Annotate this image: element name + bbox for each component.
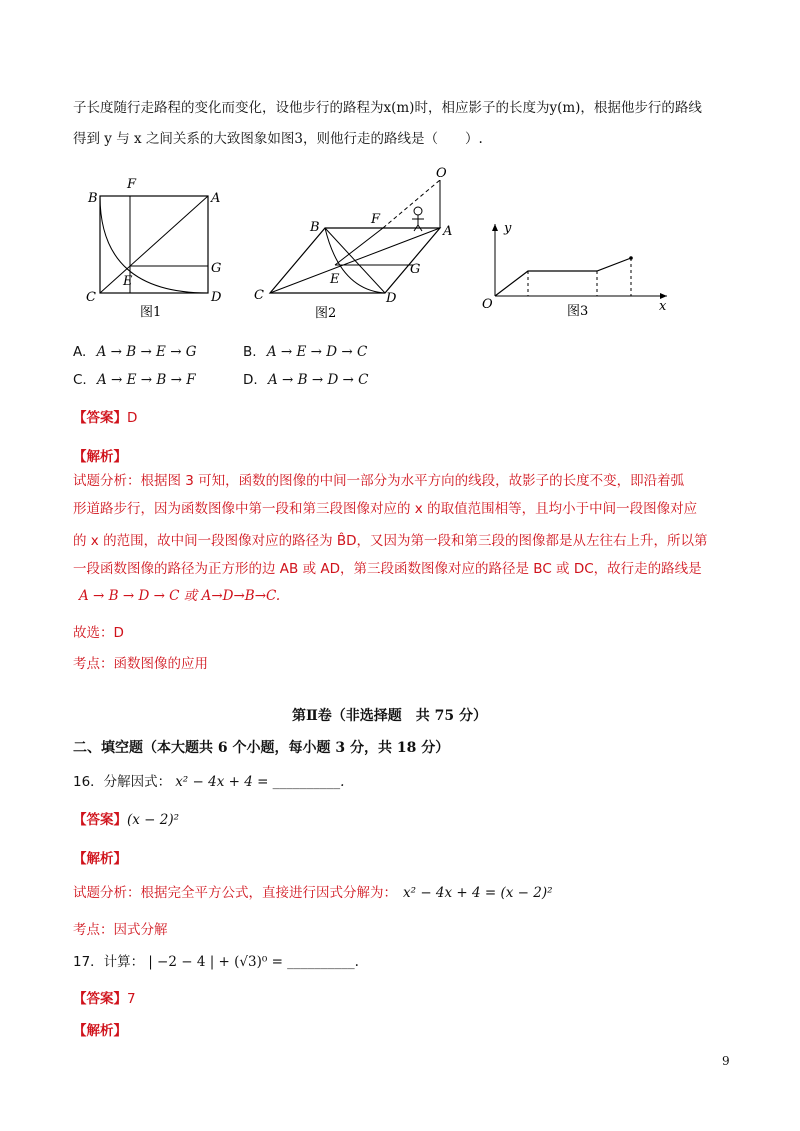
fig2-label-C: C xyxy=(254,288,264,303)
question-16 xyxy=(73,770,344,790)
fig1-label-F: F xyxy=(127,177,137,192)
fig2-caption: 图2 xyxy=(315,306,337,321)
fig3-label-O: O xyxy=(482,297,493,312)
fig1-label-D: D xyxy=(211,290,222,305)
fig3-label-x: x xyxy=(659,299,667,314)
fig1-label-C: C xyxy=(86,290,96,305)
q16-answer: (x − 2)² xyxy=(127,812,180,828)
figure-1 xyxy=(80,170,240,320)
option-c-path: A → E → B → F xyxy=(97,372,196,388)
section-title: 第Ⅱ卷（非选择题 共 75 分） xyxy=(292,708,488,724)
option-b-letter: B. xyxy=(243,344,257,360)
option-a-path: A → B → E → G xyxy=(96,344,197,360)
fig1-label-B: B xyxy=(88,191,98,206)
fig2-label-B: B xyxy=(310,220,320,235)
q16-expr: x² − 4x + 4 = __________. xyxy=(175,774,345,790)
analysis-15-line2: 形道路步行，因为函数图像中第一段和第三段图像对应的 x 的取值范围相等，且均小于中间一段图像对应 xyxy=(73,501,698,517)
q17-answer: 7 xyxy=(127,991,136,1007)
q17-answer-tag: 【答案】 xyxy=(73,991,127,1007)
q16-analysis-text: 试题分析：根据完全平方公式，直接进行因式分解为： xyxy=(73,885,397,901)
option-a-letter: A. xyxy=(73,344,87,360)
kaodian-15: 考点：函数图像的应用 xyxy=(73,656,208,672)
fig2-label-F: F xyxy=(371,212,381,227)
kaodian-16: 考点：因式分解 xyxy=(73,922,168,938)
q16-analysis-expr: x² − 4x + 4 = (x − 2)² xyxy=(403,885,553,901)
fig1-caption: 图1 xyxy=(140,305,162,320)
fig1-label-A: A xyxy=(211,191,221,206)
analysis-15-line4: 一段函数图像的路径为正方形的边 AB 或 AD，第三段函数图像对应的路径是 BC 或 DC，故行走的路线是 xyxy=(73,561,702,577)
fig2-label-D: D xyxy=(386,291,397,306)
option-b xyxy=(243,344,367,360)
section-subtitle: 二、填空题（本大题共 6 个小题，每小题 3 分，共 18 分） xyxy=(73,740,450,756)
q17-analysis-tag: 【解析】 xyxy=(73,1023,127,1039)
q16-answer-tag: 【答案】 xyxy=(73,812,127,828)
analysis-tag-15: 【解析】 xyxy=(73,449,127,465)
question-17 xyxy=(73,950,359,970)
fig3-label-y: y xyxy=(504,221,512,236)
answer-tag: 【答案】 xyxy=(73,410,127,426)
fig2-label-G: G xyxy=(410,262,421,277)
q17-prefix: 17．计算： xyxy=(73,954,145,970)
fig3-caption: 图3 xyxy=(567,304,589,318)
figure-3 xyxy=(475,218,675,318)
option-b-path: A → E → D → C xyxy=(266,344,368,360)
page-number: 9 xyxy=(722,1054,730,1068)
fig1-label-G: G xyxy=(211,261,222,276)
analysis-15-line1: 试题分析：根据图 3 可知，函数的图像的中间一部分为水平方向的线段，故影子的长度不变，即沿着弧 xyxy=(73,473,685,489)
fig1-label-E: E xyxy=(123,274,133,289)
question-text-line1: 子长度随行走路程的变化而变化，设他步行的路程为x(m)时，相应影子的长度为y(m)，根据他步行的路线 xyxy=(73,100,702,116)
option-d xyxy=(243,372,369,388)
answer-17 xyxy=(73,987,136,1007)
answer-15 xyxy=(73,406,137,426)
answer-value: D xyxy=(127,410,138,426)
option-c xyxy=(73,372,196,388)
option-c-letter: C. xyxy=(73,372,87,388)
q16-analysis xyxy=(73,881,553,901)
answer-16 xyxy=(73,808,179,828)
analysis-15-line5: A → B → D → C 或 A→D→B→C. xyxy=(79,588,281,604)
q16-prefix: 16．分解因式： xyxy=(73,774,172,790)
question-text-line2: 得到 y 与 x 之间关系的大致图象如图3，则他行走的路线是（ ）. xyxy=(73,131,483,147)
fig2-label-O: O xyxy=(436,166,447,181)
figure-2 xyxy=(250,165,460,325)
option-a xyxy=(73,344,197,360)
analysis-15-conclusion: 故选：D xyxy=(73,625,124,641)
analysis-15-line3: 的 x 的范围，故中间一段图像对应的路径为 B̂D，又因为第一段和第三段的图像都是从左往右上升，所以第 xyxy=(73,533,708,549)
q16-analysis-tag: 【解析】 xyxy=(73,851,127,867)
fig2-label-A: A xyxy=(443,224,453,239)
option-d-letter: D. xyxy=(243,372,258,388)
option-d-path: A → B → D → C xyxy=(267,372,369,388)
fig2-label-E: E xyxy=(330,272,340,287)
q17-expr: | −2 − 4 | + (√3)⁰ = __________. xyxy=(148,954,359,970)
